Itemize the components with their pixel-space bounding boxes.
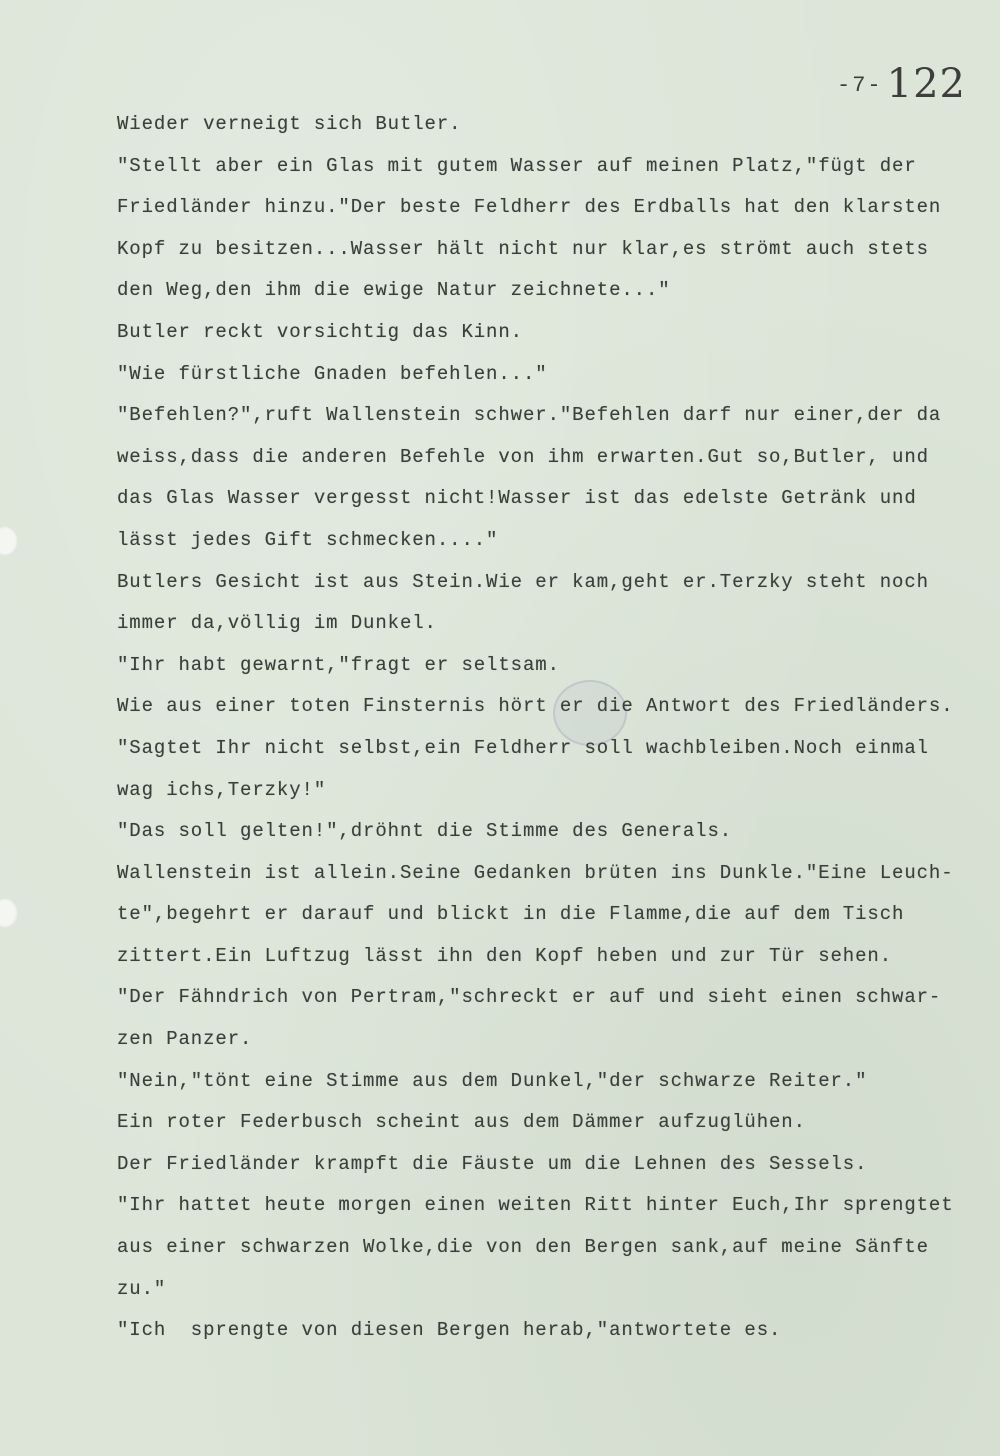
page-number: -7-: [837, 73, 883, 98]
text-line: "Das soll gelten!",dröhnt die Stimme des Generals.: [117, 820, 733, 843]
text-line: aus einer schwarzen Wolke,die von den Bergen sank,auf meine Sänfte: [117, 1236, 929, 1259]
text-line: "Ich sprengte von diesen Bergen herab,"antwortete es.: [117, 1319, 782, 1342]
text-line: lässt jedes Gift schmecken....": [117, 528, 499, 551]
text-line: zu.": [117, 1277, 167, 1300]
typed-text-body: [117, 104, 982, 1352]
text-line: "Befehlen?",ruft Wallenstein schwer."Befehlen darf nur einer,der da: [117, 404, 942, 427]
text-line: wag ichs,Terzky!": [117, 778, 327, 801]
text-line: Wieder verneigt sich Butler.: [117, 113, 462, 135]
text-line: den Weg,den ihm die ewige Natur zeichnete...": [117, 279, 671, 302]
text-line: Butler reckt vorsichtig das Kinn.: [117, 320, 523, 343]
text-line: "Wie fürstliche Gnaden befehlen...": [117, 362, 548, 385]
text-line: Kopf zu besitzen...Wasser hält nicht nur klar,es strömt auch stets: [117, 237, 929, 260]
text-line: immer da,völlig im Dunkel.: [117, 612, 437, 635]
text-line: "Der Fähndrich von Pertram,"schreckt er auf und sieht einen schwar-: [117, 986, 942, 1009]
punch-hole-upper: [0, 526, 18, 556]
text-line: Der Friedländer krampft die Fäuste um die Lehnen des Sessels.: [117, 1152, 868, 1175]
text-line: Butlers Gesicht ist aus Stein.Wie er kam,geht er.Terzky steht noch: [117, 570, 929, 593]
text-line: Wie aus einer toten Finsternis hört er die Antwort des Friedländers.: [117, 695, 954, 718]
text-line: Ein roter Federbusch scheint aus dem Dämmer aufzuglühen.: [117, 1111, 806, 1134]
page-header: [837, 44, 966, 107]
text-line: "Ihr habt gewarnt,"fragt er seltsam.: [117, 653, 560, 676]
text-line: "Ihr hattet heute morgen einen weiten Ritt hinter Euch,Ihr sprengtet: [117, 1194, 954, 1217]
punch-hole-lower: [0, 898, 18, 928]
text-line: Friedländer hinzu."Der beste Feldherr des Erdballs hat den klarsten: [117, 196, 942, 219]
text-line: zen Panzer.: [117, 1028, 253, 1051]
text-line: das Glas Wasser vergesst nicht!Wasser ist das edelste Getränk und: [117, 487, 917, 510]
text-line: te",begehrt er darauf und blickt in die Flamme,die auf dem Tisch: [117, 903, 905, 926]
text-line: "Nein,"tönt eine Stimme aus dem Dunkel,"der schwarze Reiter.": [117, 1069, 868, 1092]
text-line: "Sagtet Ihr nicht selbst,ein Feldherr soll wachbleiben.Noch einmal: [117, 736, 929, 759]
text-line: Wallenstein ist allein.Seine Gedanken brüten ins Dunkle."Eine Leuch-: [117, 861, 954, 884]
text-line: zittert.Ein Luftzug lässt ihn den Kopf heben und zur Tür sehen.: [117, 944, 893, 967]
text-line: "Stellt aber ein Glas mit gutem Wasser auf meinen Platz,"fügt der: [117, 154, 917, 177]
folio-number: 122: [886, 61, 966, 107]
text-line: weiss,dass die anderen Befehle von ihm erwarten.Gut so,Butler, und: [117, 445, 929, 468]
